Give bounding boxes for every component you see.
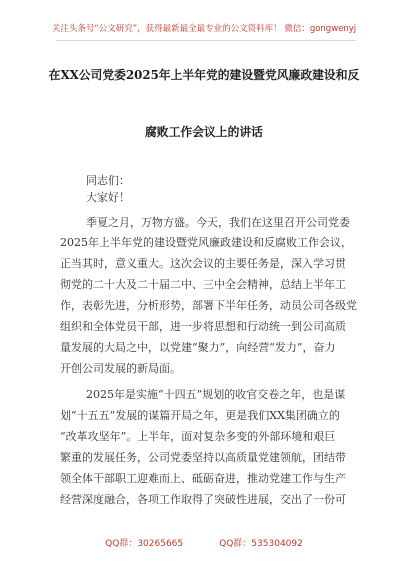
body-line: 组织和全体党员干部，进一步将思想和行动统一到公司高质	[60, 320, 346, 333]
body-line: 正当其时，意义重大。这次会议的主要任务是，深入学习贯	[60, 257, 346, 270]
document-title-line-1: 在XX公司党委2025年上半年党的建设暨党风廉政建设和反	[48, 68, 360, 82]
body-line: 经营深度融合，各项工作取得了突破性进展，交出了一份可	[60, 493, 346, 506]
header-notice: 关注头条号“公文研究”，获得最新最全最专业的公文资料库！ 微信：gongwenyj	[51, 24, 357, 34]
body-line: 2025年上半年党的建设暨党风廉政建设和反腐败工作会议，	[60, 236, 352, 249]
body-line: 量发展的大局之中，以党建“聚力”，向经营“发力”，奋力	[60, 341, 336, 354]
body-line: 季夏之月，万物方盛。今天，我们在这里召开公司党委	[86, 216, 350, 229]
salutation: 同志们：	[86, 174, 130, 187]
body-line: 彻党的二十大及二十届二中、三中全会精神，总结上半年工	[60, 278, 346, 291]
body-line: 划“十五五”发展的谋篇开局之年，更是我们XX集团确立的	[60, 409, 340, 422]
header-divider	[56, 40, 356, 41]
footer-contact	[0, 536, 408, 549]
body-line: 繁重的发展任务，公司党委坚持以高质量党建领航，团结带	[60, 451, 346, 464]
footer-qq-group-1: QQ群：30265665	[105, 539, 184, 549]
body-line: 作，表彰先进，分析形势，部署下半年任务，动员公司各级党	[60, 299, 357, 312]
greeting: 大家好！	[86, 191, 130, 204]
body-line: 领全体干部职工迎难而上、砥砺奋进，推动党建工作与生产	[60, 472, 346, 485]
body-line: 开创公司发展的新局面。	[60, 362, 181, 375]
body-line: 2025年是实施“十四五”规划的收官交卷之年，也是谋	[86, 388, 346, 401]
document-title-line-2: 腐败工作会议上的讲话	[145, 125, 263, 139]
body-line: “改革攻坚年”。上半年，面对复杂多变的外部环境和艰巨	[60, 430, 336, 443]
footer-qq-group-2: QQ群：535304092	[219, 539, 303, 549]
